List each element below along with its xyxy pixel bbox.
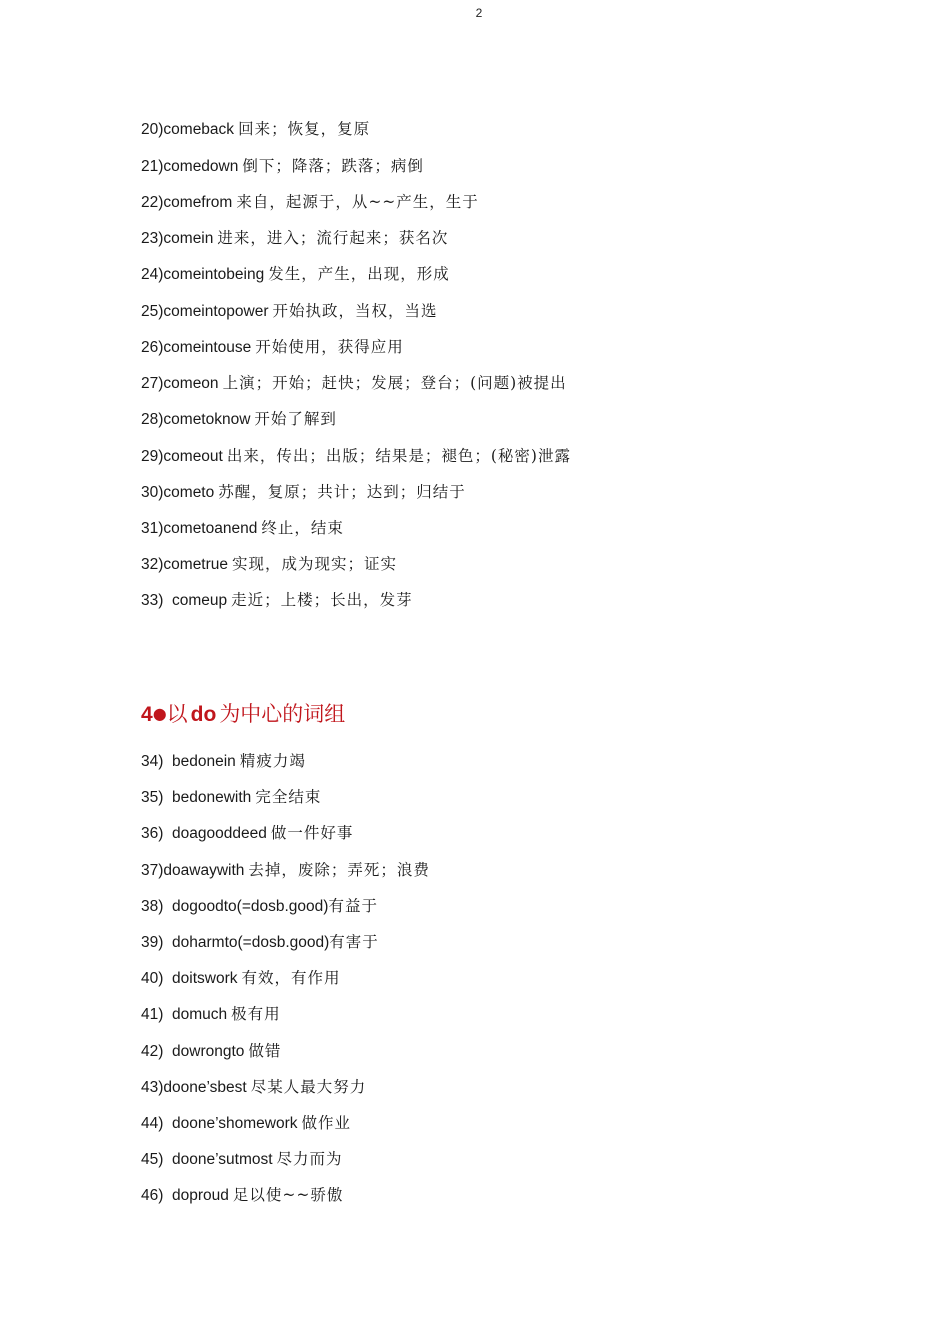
list-item (141, 1077, 366, 1097)
list-item (141, 373, 567, 393)
item-meaning: 做一件好事 (270, 824, 354, 842)
item-number: 35) (141, 789, 173, 806)
item-number: 27) (141, 375, 164, 392)
item-meaning: 做错 (248, 1042, 282, 1060)
item-term: doone’shomework (172, 1115, 298, 1132)
list-item (141, 823, 353, 843)
page-number: 2 (475, 6, 483, 20)
heading-keyword: do (190, 703, 217, 726)
list-item (141, 156, 424, 176)
item-term: cometoanend (163, 520, 258, 537)
item-term: dowrongto (172, 1043, 245, 1060)
item-term: cometrue (163, 556, 229, 573)
list-item (141, 409, 337, 429)
item-number: 33) (141, 592, 173, 609)
item-term: domuch (172, 1006, 228, 1023)
item-meaning: 回来；恢复，复原 (238, 120, 371, 138)
item-number: 34) (141, 753, 173, 770)
item-number: 37) (141, 862, 164, 879)
list-item (141, 968, 341, 988)
item-number: 21) (141, 158, 164, 175)
list-item (141, 1149, 343, 1169)
item-meaning: 极有用 (231, 1005, 281, 1023)
item-term: dogoodto(=dosb.good) (172, 898, 329, 915)
item-term: doone’sbest (163, 1079, 247, 1096)
item-term: comeon (163, 375, 219, 392)
heading-prefix: 以 (166, 702, 188, 726)
item-meaning: 足以使~~骄傲 (232, 1186, 344, 1204)
item-term: comeintopower (163, 303, 269, 320)
list-item (141, 860, 430, 880)
list-item (141, 264, 450, 284)
item-number: 46) (141, 1187, 173, 1204)
item-meaning: 开始了解到 (254, 410, 337, 428)
item-number: 24) (141, 266, 164, 283)
item-number: 36) (141, 825, 173, 842)
item-meaning: 尽某人最大努力 (250, 1078, 367, 1096)
list-item (141, 119, 370, 139)
item-meaning: 开始执政，当权，当选 (272, 302, 438, 320)
item-meaning: 尽力而为 (276, 1150, 343, 1168)
item-number: 40) (141, 970, 173, 987)
item-number: 26) (141, 339, 164, 356)
list-item (141, 932, 379, 952)
item-number: 23) (141, 230, 164, 247)
list-item (141, 554, 397, 574)
list-item (141, 1113, 351, 1133)
item-term: doitswork (172, 970, 238, 987)
item-term: comeup (172, 592, 228, 609)
item-number: 22) (141, 194, 164, 211)
section-number: 4 (141, 703, 153, 726)
section-heading-do (141, 701, 345, 728)
item-term: comein (163, 230, 214, 247)
item-number: 31) (141, 520, 164, 537)
item-meaning: 开始使用，获得应用 (255, 338, 404, 356)
heading-suffix: 为中心的词组 (219, 702, 346, 726)
item-number: 41) (141, 1006, 173, 1023)
bullet-icon: ● (152, 704, 167, 723)
list-item (141, 787, 321, 807)
item-meaning: 去掉，废除；弄死；浪费 (248, 861, 430, 879)
item-meaning: 苏醒，复原；共计；达到；归结于 (218, 483, 466, 501)
item-meaning: 来自，起源于，从~~产生，生于 (236, 193, 479, 211)
item-meaning: 有益于 (328, 897, 378, 915)
item-term: comeback (163, 121, 235, 138)
list-item (141, 192, 479, 212)
item-term: cometo (163, 484, 215, 501)
list-item (141, 1185, 343, 1205)
item-meaning: 做作业 (301, 1114, 352, 1132)
item-number: 29) (141, 448, 164, 465)
item-meaning: 出来，传出；出版；结果是；褪色；(秘密)泄露 (226, 447, 571, 465)
item-number: 32) (141, 556, 164, 573)
item-meaning: 精疲力竭 (239, 752, 306, 770)
item-meaning: 有害于 (329, 933, 379, 951)
item-meaning: 进来，进入；流行起来；获名次 (217, 229, 449, 247)
item-number: 39) (141, 934, 173, 951)
list-item (141, 301, 438, 321)
item-number: 42) (141, 1043, 173, 1060)
item-term: cometoknow (163, 411, 251, 428)
item-number: 20) (141, 121, 164, 138)
item-number: 30) (141, 484, 164, 501)
list-item (141, 590, 413, 610)
item-meaning: 上演；开始；赶快；发展；登台；(问题)被提出 (222, 374, 567, 392)
item-term: doagooddeed (172, 825, 267, 842)
list-item (141, 1004, 281, 1024)
list-item (141, 337, 404, 357)
item-term: doone’sutmost (172, 1151, 273, 1168)
item-term: bedonewith (172, 789, 252, 806)
item-number: 25) (141, 303, 164, 320)
list-item (141, 896, 378, 916)
list-item (141, 518, 344, 538)
item-number: 43) (141, 1079, 164, 1096)
item-meaning: 终止，结束 (261, 519, 344, 537)
item-meaning: 走近；上楼；长出，发芽 (231, 591, 413, 609)
item-term: comedown (163, 158, 239, 175)
item-meaning: 发生，产生，出现，形成 (268, 265, 450, 283)
item-term: bedonein (172, 753, 236, 770)
list-item (141, 1041, 281, 1061)
item-term: comeout (163, 448, 223, 465)
item-number: 28) (141, 411, 164, 428)
list-item (141, 228, 448, 248)
list-item (141, 751, 306, 771)
item-meaning: 倒下；降落；跌落；病倒 (242, 157, 424, 175)
item-term: doproud (172, 1187, 229, 1204)
item-number: 38) (141, 898, 173, 915)
item-number: 44) (141, 1115, 173, 1132)
item-meaning: 有效，有作用 (241, 969, 341, 987)
list-item (141, 446, 571, 466)
item-term: doharmto(=dosb.good) (172, 934, 330, 951)
list-item (141, 482, 466, 502)
item-term: comeintobeing (163, 266, 265, 283)
item-meaning: 完全结束 (255, 788, 322, 806)
item-number: 45) (141, 1151, 173, 1168)
item-term: comefrom (163, 194, 233, 211)
item-term: doawaywith (163, 862, 245, 879)
item-term: comeintouse (163, 339, 252, 356)
item-meaning: 实现，成为现实；证实 (232, 555, 398, 573)
